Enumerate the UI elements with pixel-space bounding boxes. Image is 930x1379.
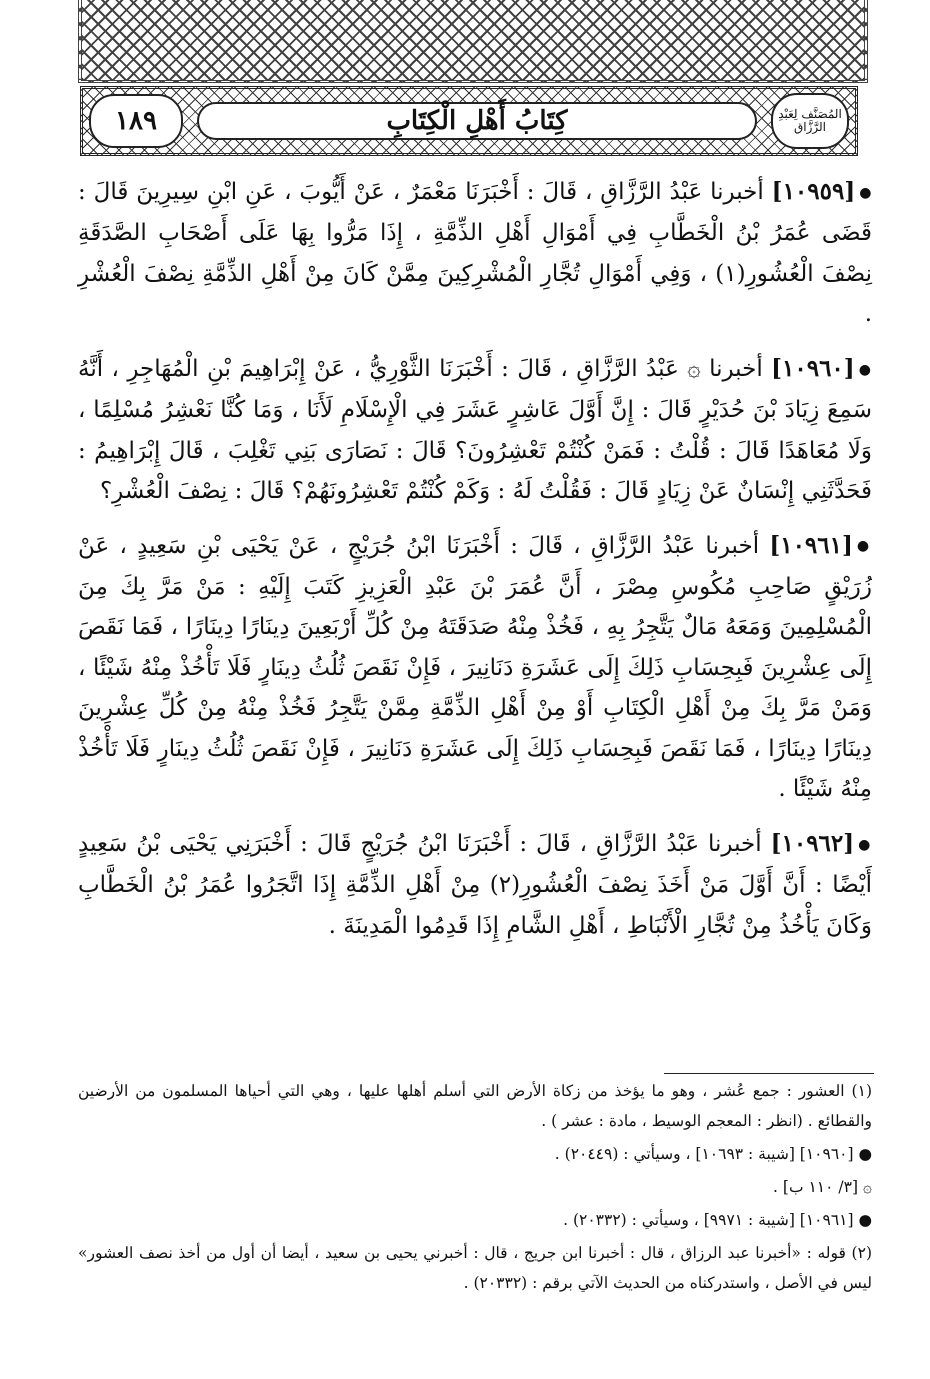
hadith-text: أخبرنا ۞ عَبْدُ الرَّزَّاقِ ، قَالَ : أَخْبَرَنَا الثَّوْرِيُّ ، عَنْ إِبْرَاهِيمَ بْنِ الْمُهَاجِرِ ، أَنَّهُ سَمِعَ زِيَادَ بْنَ حُدَيْرٍ قَالَ : إِنَّ أَوَّلَ عَاشِرٍ عَشَرَ فِي الْإِسْلَامِ لَأَنَا ، وَمَا كُنَّا نَعْشِرُ مُسْلِمًا ، وَلَا مُعَاهَدًا قَالَ : قُلْتُ : فَمَنْ كُنْتُمْ تَعْشِرُونَ؟ قَالَ : نَصَارَى بَنِي تَغْلِبَ ، قَالَ إِبْرَاهِيمُ : فَحَدَّثَنِي إِنْسَانٌ عَنْ زِيَادٍ قَالَ : فَقُلْتُ لَهُ : وَكَمْ كُنْتُمْ تَعْشِرُونَهُمْ؟ قَالَ : نِصْفَ الْعُشْرِ؟ (78, 355, 872, 504)
hadith-number: [١٠٩٦٠] (771, 354, 855, 382)
footnote: ۞ [٣/ ١١٠ ب] . (773, 1178, 872, 1196)
page-header (80, 86, 858, 156)
hadith-text: أخبرنا عَبْدُ الرَّزَّاقِ ، قَالَ : أَخْبَرَنَا ابْنُ جُرَيْجٍ ، عَنْ يَحْيَى بْنِ سَعِيدٍ ، عَنْ زُرَيْقٍ صَاحِبِ مُكُوسِ مِصْرَ ، أَنَّ عُمَرَ بْنَ عَبْدِ الْعَزِيزِ كَتَبَ إِلَيْهِ : مَنْ مَرَّ بِكَ مِنَ الْمُسْلِمِينَ وَمَعَهُ مَالٌ يَتَّجِرُ بِهِ ، فَخُذْ مِنْهُ صَدَقَتَهُ مِنْ كُلِّ أَرْبَعِينَ دِينَارًا دِينَارًا ، فَمَا نَقَصَ إِلَى عِشْرِينَ فَبِحِسَابِ ذَلِكَ إِلَى عَشَرَةِ دَنَانِيرَ ، فَإِنْ نَقَصَ ثُلُثُ دِينَارٍ فَلَا تَأْخُذْ مِنْهُ شَيْئًا ، وَمَنْ مَرَّ بِكَ مِنْ أَهْلِ الْكِتَابِ أَوْ مِنْ أَهْلِ الذِّمَّةِ مِمَّنْ يَتَّجِرُ فَخُذْ مِنْهُ مِنْ كُلِّ عِشْرِينَ دِينَارًا دِينَارًا ، فَمَا نَقَصَ فَبِحِسَابِ ذَلِكَ إِلَى عَشَرَةِ دَنَانِيرَ ، فَإِنْ نَقَصَ ثُلُثُ دِينَارٍ فَلَا تَأْخُذْ مِنْهُ شَيْئًا . (78, 532, 872, 803)
footnote: (٢) قوله : «أخبرنا عبد الرزاق ، قال : أخبرنا ابن جريج ، قال : أخبرني يحيى بن سعيد ، أيضا أن أول من أخذ نصف العشور» ليس في الأصل ، واستدركناه من الحديث الآتي برقم : (٢٠٣٣٢) . (78, 1244, 872, 1292)
footnote: ● [١٠٩٦١] [شيبة : ٩٩٧١] ، وسيأتي : (٢٠٣٣٢) . (563, 1211, 872, 1229)
hadith-entry (78, 172, 872, 335)
hadith-number: [١٠٩٦٢] (770, 829, 855, 857)
hadith-number: [١٠٩٥٩] (771, 178, 856, 205)
hadith-entry (78, 824, 872, 946)
bullet-icon: ● (858, 361, 872, 378)
footnote-divider (664, 1073, 874, 1074)
bullet-icon: ● (858, 836, 873, 853)
footnote: (١) العشور : جمع عُشر ، وهو ما يؤخذ من زكاة الأرض التي أسلم أهلها عليها ، وهي التي أحياها المسلمون من الأرضين والقطائع . (انظر : المعجم الوسيط ، مادة : عشر ) . (78, 1082, 872, 1130)
footnote: ● [١٠٩٦٠] [شيبة : ١٠٦٩٣] ، وسيأتي : (٢٠٤٤٩) . (554, 1145, 872, 1163)
bullet-icon: ● (859, 184, 873, 201)
hadith-entry (78, 526, 872, 810)
ornamental-border-top (78, 0, 868, 83)
publisher-logo-icon: المُصَنَّف لِعَبْدِ الرَّزَّاق (771, 93, 849, 149)
book-title: كِتَابُ أَهْلِ الْكِتَابِ (197, 102, 757, 140)
footnotes (78, 1076, 872, 1301)
hadith-entry (78, 349, 872, 512)
hadith-text: أخبرنا عَبْدُ الرَّزَّاقِ ، قَالَ : أَخْبَرَنَا مَعْمَرٌ ، عَنْ أَيُّوبَ ، عَنِ ابْنِ سِيرِينَ قَالَ : قَضَى عُمَرُ بْنُ الْخَطَّابِ فِي أَمْوَالِ أَهْلِ الذِّمَّةِ ، إِذَا مَرُّوا بِهَا عَلَى أَصْحَابِ الصَّدَقَةِ نِصْفَ الْعُشُورِ(١) ، وَفِي أَمْوَالِ تُجَّارِ الْمُشْرِكِينَ مِمَّنْ كَانَ مِنْ أَهْلِ الذِّمَّةِ نِصْفَ الْعُشْرِ . (78, 179, 872, 328)
hadith-text: أخبرنا عَبْدُ الرَّزَّاقِ ، قَالَ : أَخْبَرَنَا ابْنُ جُرَيْجٍ قَالَ : أَخْبَرَنِي يَحْيَى بْنُ سَعِيدٍ أَيْضًا : أَنَّ أَوَّلَ مَنْ أَخَذَ نِصْفَ الْعُشُورِ(٢) مِنْ أَهْلِ الذِّمَّةِ إِذَا اتَّجَرُوا عُمَرُ بْنُ الْخَطَّابِ وَكَانَ يَأْخُذُ مِنْ تُجَّارِ الْأَنْبَاطِ ، أَهْلِ الشَّامِ إِذَا قَدِمُوا الْمَدِينَةَ . (78, 830, 872, 939)
page-number: ١٨٩ (89, 94, 183, 148)
bullet-icon: ● (856, 538, 873, 555)
main-text (78, 172, 872, 960)
hadith-number: [١٠٩٦١] (769, 531, 853, 559)
